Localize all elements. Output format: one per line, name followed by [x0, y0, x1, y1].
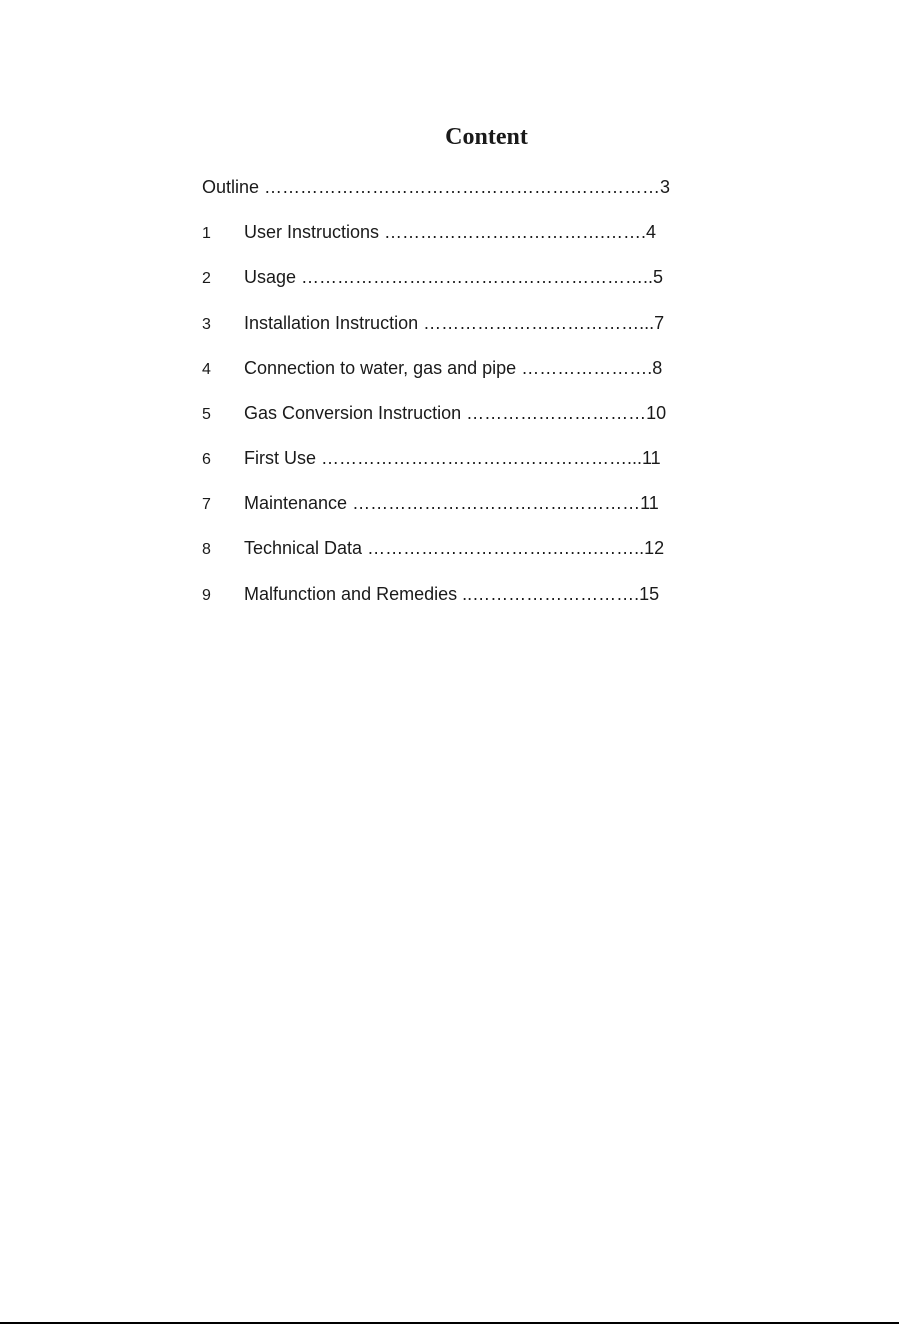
toc-entry-text: Connection to water, gas and pipe ………………….8	[244, 358, 663, 378]
toc-entry-text: Usage …………………………………………………..5	[244, 267, 664, 287]
toc-entry-text: Outline …………………………………………………………3	[202, 177, 671, 197]
toc-entry-number: 6	[202, 451, 211, 468]
page-title: Content	[445, 124, 528, 150]
toc-entry-text: Gas Conversion Instruction …………………………10	[244, 403, 667, 423]
toc-entry-text: Installation Instruction ………………………………...7	[244, 313, 665, 333]
toc-entry-number: 2	[202, 270, 211, 287]
toc-entry-text: First Use ……………………………………………...11	[244, 448, 661, 468]
toc-entry-number: 9	[202, 587, 211, 604]
toc-entry-number: 7	[202, 496, 211, 513]
toc-entry-text: Maintenance …………………………………………11	[244, 493, 659, 513]
toc-entry-text: Technical Data ………………………….….….……..12	[244, 538, 665, 558]
toc-entry-number: 5	[202, 406, 211, 423]
toc-entry-number: 3	[202, 316, 211, 333]
toc-entry-number: 8	[202, 541, 211, 558]
toc-entry-text: User Instructions ……………………………….…….4	[244, 222, 657, 242]
toc-entry-number: 4	[202, 361, 211, 378]
toc-entry-number: 1	[202, 225, 211, 242]
toc-entry-text: Malfunction and Remedies ..……………………….15	[244, 584, 660, 604]
